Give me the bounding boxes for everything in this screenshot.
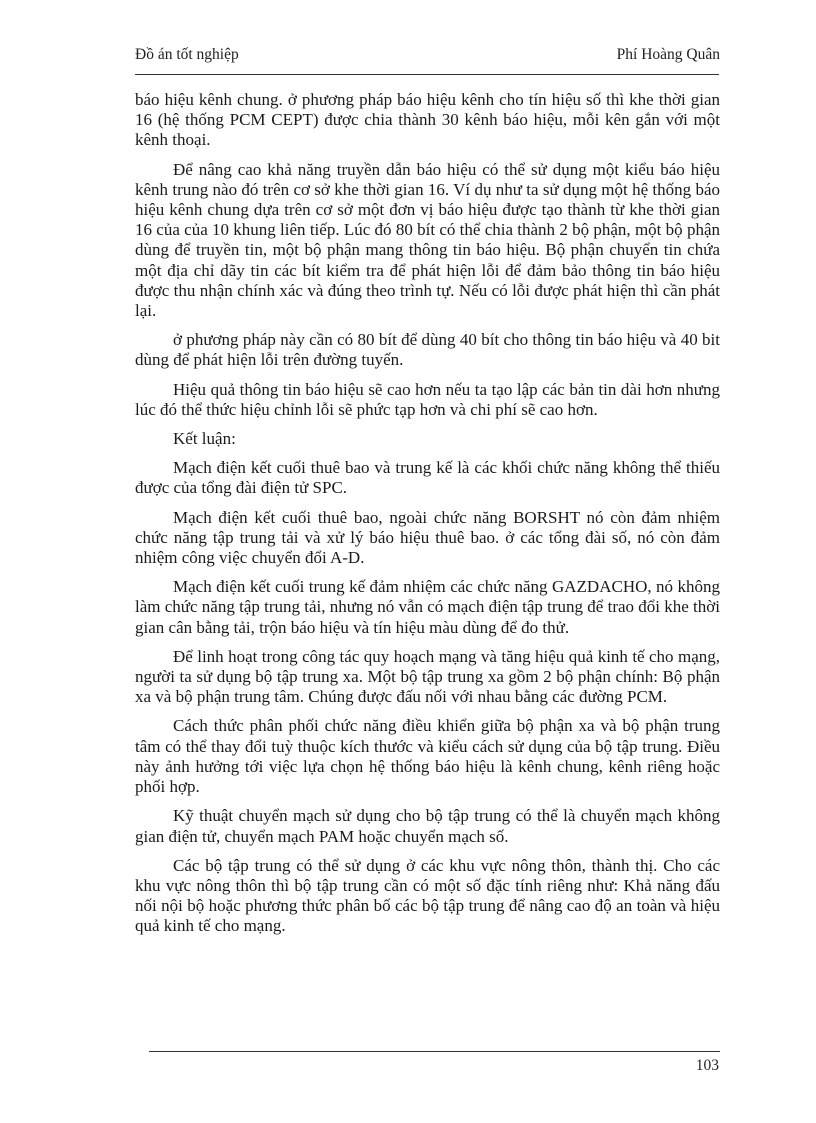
footer-divider — [149, 1051, 720, 1052]
paragraph: Mạch điện kết cuối thuê bao và trung kế là các khối chức năng không thể thiếu được của tổng đài điện tử SPC. — [135, 458, 720, 498]
header-author-name: Phí Hoàng Quân — [616, 46, 720, 63]
paragraph: Cách thức phân phối chức năng điều khiển giữa bộ phận xa và bộ phận trung tâm có thể thay đổi tuỳ thuộc kích thước và kiểu cách sử dụng của bộ tập trung. Điều này ảnh hưởng tới việc lựa chọn hệ thống báo hiệu là kênh chung, kênh riêng hoặc phối hợp. — [135, 716, 720, 797]
body-text — [135, 90, 720, 946]
conclusion-heading: Kết luận: — [173, 429, 236, 449]
paragraph: Mạch điện kết cuối thuê bao, ngoài chức năng BORSHT nó còn đảm nhiệm chức năng tập trung tải và xử lý báo hiệu thuê bao. ở các tổng đài số, nó còn đảm nhiệm công việc chuyển đổi A-D. — [135, 507, 720, 568]
header-divider — [135, 74, 719, 75]
paragraph: Để nâng cao khả năng truyền dẫn báo hiệu có thể sử dụng một kiểu báo hiệu kênh trung nào đó trên cơ sở khe thời gian 16. Ví dụ như ta sử dụng một hệ thống báo hiệu kênh chung dựa trên cơ sở một đơn vị báo hiệu được tạo thành từ khe thời gian 16 của của 10 khung liên tiếp. Lúc đó 80 bít có thể chia thành 2 bộ phận, một bộ phận dùng để truyền tin, một bộ phận mang thông tin báo hiệu. Bộ phận chuyển tin chứa một địa chỉ dãy tin các bít kiểm tra để phát hiện lỗi để đảm bảo thông tin báo hiệu được thu nhận chính xác và đúng theo trình tự. Nếu có lỗi được phát hiện thì cần phát lại. — [135, 159, 720, 321]
header-document-title: Đồ án tốt nghiệp — [135, 46, 239, 63]
paragraph: Mạch điện kết cuối trung kế đảm nhiệm các chức năng GAZDACHO, nó không làm chức năng tập trung tải, nhưng nó vẫn có mạch điện tập trung để trao đổi khe thời gian cân bằng tải, trộn báo hiệu và tín hiệu màu dùng để đo thử. — [135, 577, 720, 637]
paragraph: báo hiệu kênh chung. ở phương pháp báo hiệu kênh cho tín hiệu số thì khe thời gian 16 (hệ thống PCM CEPT) được chia thành 30 kênh báo hiệu, mỗi kên gắn với một kênh thoại. — [135, 90, 720, 150]
page-number: 103 — [695, 1057, 719, 1074]
paragraph: ở phương pháp này cần có 80 bít để dùng 40 bít cho thông tin báo hiệu và 40 bit dùng để phát hiện lỗi trên đường tuyến. — [135, 330, 720, 370]
paragraph: Để linh hoạt trong công tác quy hoạch mạng và tăng hiệu quả kinh tế cho mạng, người ta sử dụng bộ tập trung xa. Một bộ tập trung xa gồm 2 bộ phận chính: Bộ phận xa và bộ phận trung tâm. Chúng được đấu nối với nhau bằng các đường PCM. — [135, 646, 720, 707]
paragraph: Hiệu quả thông tin báo hiệu sẽ cao hơn nếu ta tạo lập các bản tin dài hơn nhưng lúc đó thể thức hiệu chỉnh lỗi sẽ phức tạp hơn và chi phí sẽ cao hơn. — [135, 379, 720, 419]
paragraph: Các bộ tập trung có thể sử dụng ở các khu vực nông thôn, thành thị. Cho các khu vực nông thôn thì bộ tập trung cần có một số đặc tính riêng như: Khả năng đấu nối nội bộ hoặc phương thức phân bố các bộ tập trung để nâng cao độ an toàn và hiệu quả kinh tế cho mạng. — [135, 855, 720, 936]
paragraph: Kỹ thuật chuyển mạch sử dụng cho bộ tập trung có thể là chuyển mạch không gian điện tử, chuyển mạch PAM hoặc chuyển mạch số. — [135, 806, 720, 846]
